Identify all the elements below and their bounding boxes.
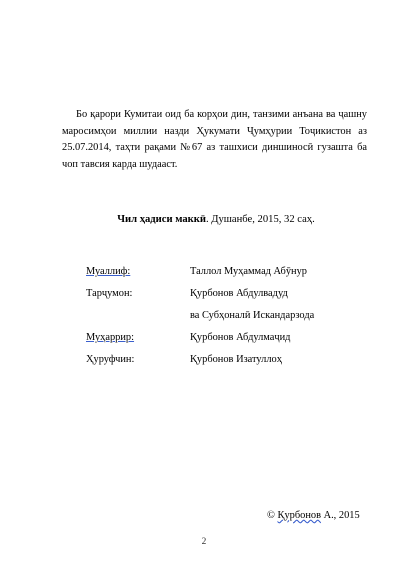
credit-label-author: Муаллиф: bbox=[86, 266, 131, 277]
credit-row-translator bbox=[86, 286, 376, 308]
credit-label-translator: Тарҷумон: bbox=[86, 288, 133, 299]
credit-row-typesetter bbox=[86, 352, 376, 374]
copyright-name: Қурбонов bbox=[277, 510, 321, 521]
page-number: 2 bbox=[201, 537, 207, 547]
copyright-symbol: © bbox=[267, 510, 275, 521]
approval-text: Бо қарори Кумитаи оид ба корҳои дин, танзими анъана ва ҷашну маросимҳои миллии назди Ҳукумати Ҷумҳурии Тоҷикистон аз 25.07.2014, таҳти рақами №67 аз ташхиси диншиносӣ гузашта ба чоп тавсия карда шудааст. bbox=[62, 109, 367, 170]
credit-value-editor: Қурбонов Абдулмаҷид bbox=[190, 332, 291, 343]
book-title: Чил ҳадиси маккӣ bbox=[117, 214, 206, 225]
copyright-line bbox=[267, 510, 360, 521]
approval-paragraph bbox=[62, 107, 367, 173]
credit-row-translator-second bbox=[86, 308, 376, 330]
credit-label-editor: Муҳаррир: bbox=[86, 332, 135, 343]
credit-value-typesetter: Қурбонов Изатуллоҳ bbox=[190, 354, 282, 365]
credit-label-typesetter: Ҳуруфчин: bbox=[86, 354, 135, 365]
credit-value-author: Таллол Муҳаммад Абӯнур bbox=[190, 266, 307, 277]
book-citation bbox=[0, 213, 408, 227]
credit-value-translator: Қурбонов Абдулвадуд bbox=[190, 288, 288, 299]
credit-row-author bbox=[86, 264, 376, 286]
copyright-rest: А., 2015 bbox=[320, 510, 360, 521]
credit-value-translator-second: ва Субҳоналӣ Искандарзода bbox=[190, 310, 315, 321]
book-details: . Душанбе, 2015, 32 саҳ. bbox=[205, 214, 315, 225]
credit-row-editor bbox=[86, 330, 376, 352]
credits-list bbox=[86, 264, 376, 374]
